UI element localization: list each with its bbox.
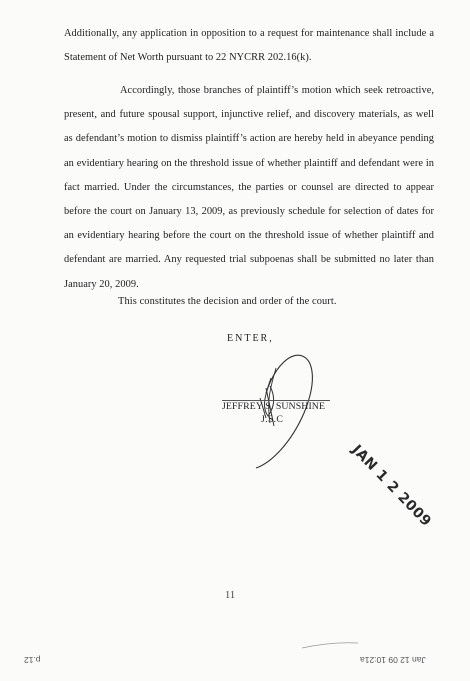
closing-statement: This constitutes the decision and order of the court. bbox=[118, 296, 337, 307]
enter-label: ENTER, bbox=[227, 333, 274, 344]
fax-page-marker: p.12 bbox=[24, 655, 41, 665]
scan-mark bbox=[300, 640, 360, 650]
paragraph-net-worth: Additionally, any application in opposition to a request for maintenance shall include a Statement of Net Worth pursuant to 22 NYCRR 202.16(k). bbox=[64, 28, 434, 64]
page-number: 11 bbox=[225, 590, 236, 601]
paragraph-decision: Accordingly, those branches of plaintiff’s motion which seek retroactive, present, and future spousal support, injunctive relief, and discovery materials, as well as defendant’s motion to dismiss plaintiff’s action are hereby held in abeyance pending an evidentiary hearing on the threshold issue of whether plaintiff and defendant were in fact married. Under the circumstances, the parties or counsel are directed to appear before the court on January 13, 2009, as previously schedule for selection of dates for an evidentiary hearing before the court on the threshold issue of whether plaintiff and defendant are married. Any requested trial subpoenas shall be submitted no later than January 20, 2009. bbox=[64, 85, 434, 290]
judge-name: JEFFREY S. SUNSHINE bbox=[222, 401, 326, 412]
judge-title: J.S.C bbox=[261, 414, 284, 425]
date-stamp: JAN 1 2 2009 bbox=[348, 442, 435, 530]
fax-timestamp: Jan 12 09 10:21a bbox=[360, 655, 426, 665]
